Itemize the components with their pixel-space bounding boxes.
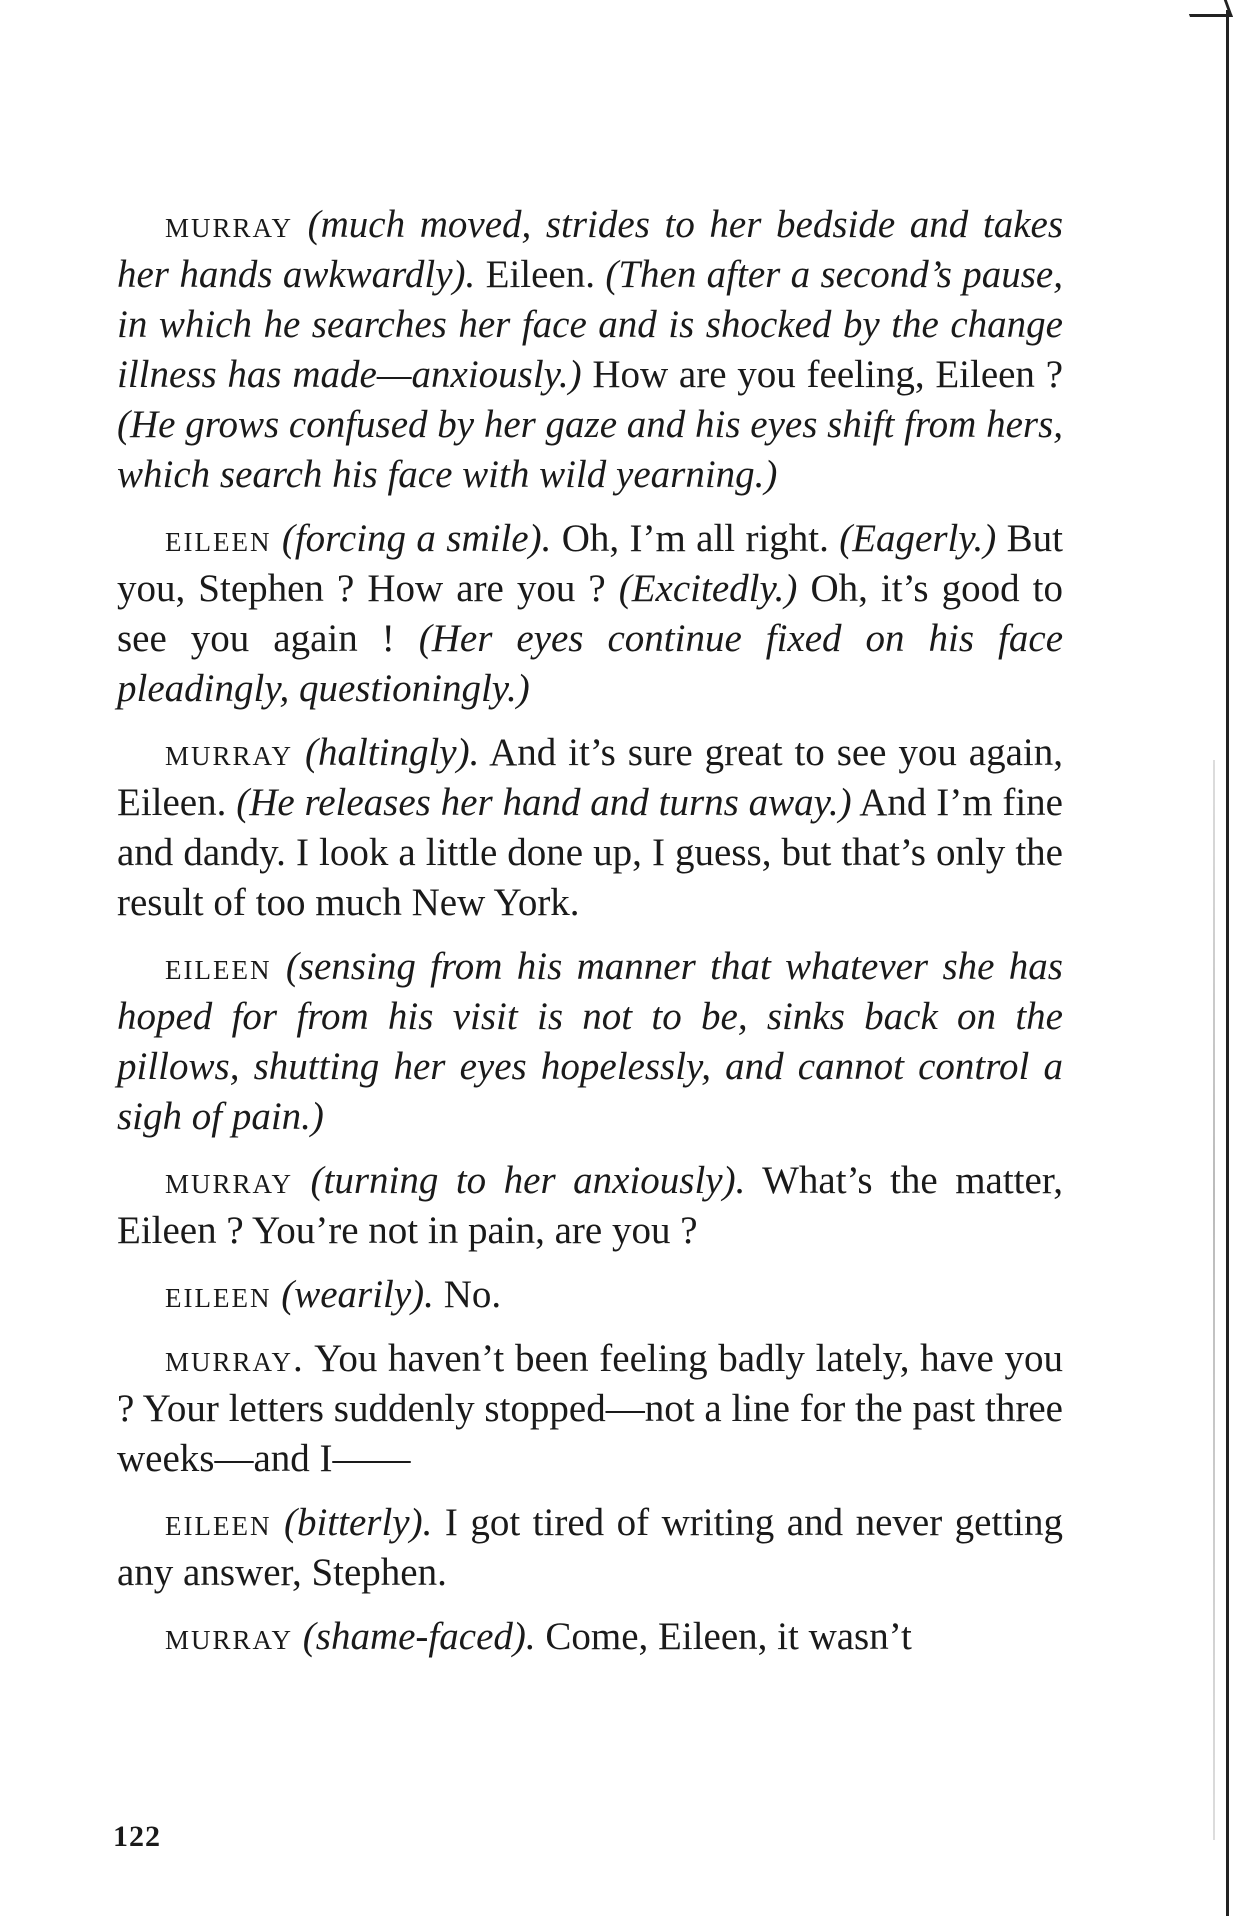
dialogue-paragraph [117,514,1063,714]
dialogue-text: And it’s sure great to see you again, Eileen. [117,731,1064,824]
stage-direction: (He grows confused by her gaze and his eyes shift from hers, which search his face with wild yearning.) [117,403,1063,496]
dialogue-paragraph [117,1334,1063,1484]
stage-direction: (Excitedly.) [618,567,798,610]
dialogue-text: No. [433,1273,502,1316]
play-text [117,200,1063,1676]
page-edge-line [1226,10,1229,1916]
speaker-name: murray [165,1159,294,1202]
speaker-name: murray. [165,1337,305,1380]
dialogue-text: Oh, it’s good to see you again ! [117,567,1064,660]
stage-direction: (Eagerly.) [839,517,997,560]
speaker-name: eileen [165,1273,272,1316]
speaker-name: eileen [165,1501,272,1544]
page-edge-shadow [1213,760,1215,1840]
dialogue-text: Oh, I’m all right. [551,517,840,560]
dialogue-paragraph [117,1498,1063,1598]
dialogue-paragraph [117,200,1063,500]
dialogue-paragraph [117,1612,1063,1662]
dialogue-text: And I’m fine and dandy. I look a little done up, I guess, but that’s only the result of too much New York. [117,781,1063,924]
stage-direction: (wearily). [281,1273,434,1316]
stage-direction: (turning to her anxiously). [310,1159,746,1202]
dialogue-text: Come, Eileen, it wasn’t [535,1615,912,1658]
stage-direction: (Her eyes continue fixed on his face pleadingly, questioningly.) [117,617,1064,710]
page-number: 122 [113,1820,161,1853]
stage-direction: (He releases her hand and turns away.) [236,781,852,824]
stage-direction: (Then after a second’s pause, in which he searches her face and is shocked by the change illness has made—anxiously.) [117,253,1063,396]
dialogue-text: But you, Stephen ? How are you ? [117,517,1063,610]
stage-direction: (haltingly). [304,731,480,774]
dialogue-text: How are you feeling, Eileen ? [581,353,1064,396]
dialogue-text: I got tired of writing and never getting any answer, Stephen. [117,1501,1064,1594]
speaker-name: eileen [165,517,272,560]
dialogue-text: You haven’t been feeling badly lately, have you ? Your letters suddenly stopped—not a line for the past three weeks—and I—— [117,1337,1063,1480]
dialogue-text: What’s the matter, Eileen ? You’re not in pain, are you ? [117,1159,1063,1252]
speaker-name: murray [165,203,294,246]
stage-direction: (sensing from his manner that whatever she has hoped for from his visit is not to be, sinks back on the pillows, shutting her eyes hopelessly, and cannot control a sigh of pain.) [117,945,1063,1138]
dialogue-text: Eileen. [475,253,606,296]
stage-direction: (much moved, strides to her bedside and takes her hands awkwardly). [117,203,1063,296]
speaker-name: eileen [165,945,272,988]
dialogue-paragraph [117,728,1063,928]
stage-direction: (shame-faced). [302,1615,536,1658]
dialogue-paragraph [117,1270,1063,1320]
stage-direction: (forcing a smile). [281,517,552,560]
stage-direction: (bitterly). [283,1501,433,1544]
speaker-name: murray [165,1615,294,1658]
dialogue-paragraph [117,1156,1063,1256]
speaker-name: murray [165,731,294,774]
dialogue-paragraph [117,942,1063,1142]
